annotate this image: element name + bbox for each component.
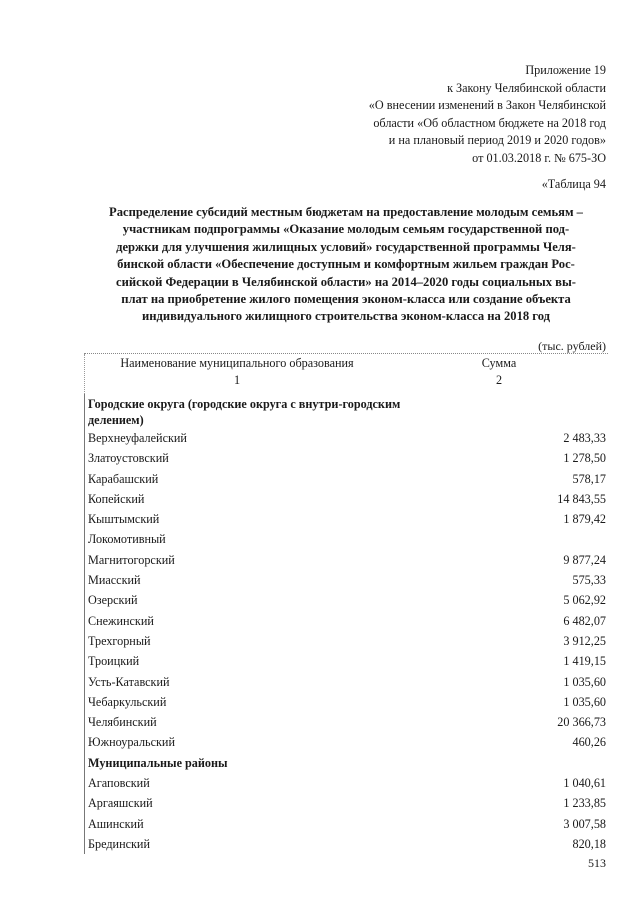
subsidy-amount: 2 483,33 bbox=[563, 431, 606, 445]
table-row bbox=[84, 631, 608, 651]
table-row bbox=[84, 732, 608, 752]
municipality-name: Южноуральский bbox=[88, 735, 175, 750]
table-row bbox=[84, 570, 608, 590]
title-line: бинской области «Обеспечение доступным и комфортным жильем граждан Рос- bbox=[117, 257, 575, 272]
appendix-line: к Закону Челябинской области bbox=[447, 80, 606, 95]
municipality-name: Златоустовский bbox=[88, 451, 169, 466]
subsidy-amount: 3 912,25 bbox=[563, 633, 606, 648]
table-row bbox=[84, 773, 608, 793]
municipality-name: Трехгорный bbox=[88, 633, 151, 648]
page-number: 513 bbox=[588, 856, 606, 870]
table-row bbox=[84, 651, 608, 671]
subsidy-amount: 1 419,15 bbox=[563, 654, 606, 669]
subsidy-amount: 1 879,42 bbox=[563, 512, 606, 527]
table-header bbox=[84, 353, 608, 394]
title-line: участникам подпрограммы «Оказание молодым семьям государственной под- bbox=[122, 222, 570, 237]
appendix-line: Приложение 19 bbox=[525, 63, 606, 77]
appendix-line: области «Об областном бюджете на 2018 год bbox=[373, 115, 606, 130]
appendix-line: от 01.03.2018 г. № 675-ЗО bbox=[472, 150, 606, 165]
table-row bbox=[84, 489, 608, 509]
table-row bbox=[84, 793, 608, 813]
title-line: плат на приобретение жилого помещения эконом-класса или создание объекта bbox=[121, 292, 571, 307]
subsidy-amount: 3 007,58 bbox=[563, 816, 606, 831]
header-col-number-2: 2 bbox=[495, 373, 503, 387]
section-title: Городские округа (городские округа с внутри-городским делением) bbox=[88, 397, 401, 427]
municipality-name: Снежинский bbox=[88, 613, 154, 628]
subsidy-amount: 1 233,85 bbox=[563, 796, 606, 811]
municipality-name: Ашинский bbox=[88, 816, 144, 831]
appendix-line: «О внесении изменений в Закон Челябинской bbox=[368, 98, 606, 113]
table-row bbox=[84, 529, 608, 549]
subsidy-amount: 9 877,24 bbox=[563, 552, 606, 567]
subsidy-amount: 1 035,60 bbox=[563, 694, 606, 709]
municipality-name: Агаповский bbox=[88, 776, 150, 791]
header-col-sum: Сумма bbox=[481, 356, 517, 370]
table-row bbox=[84, 509, 608, 529]
municipality-name: Чебаркульский bbox=[88, 694, 167, 709]
municipality-name: Челябинский bbox=[88, 715, 157, 730]
table-row bbox=[84, 428, 608, 448]
subsidy-table bbox=[84, 353, 608, 854]
municipality-name: Верхнеуфалейский bbox=[88, 431, 187, 445]
municipality-name: Аргаяшский bbox=[88, 796, 153, 811]
title-line: Распределение субсидий местным бюджетам на предоставление молодым семьям – bbox=[109, 205, 583, 219]
units-label: (тыс. рублей) bbox=[538, 339, 606, 353]
subsidy-amount: 14 843,55 bbox=[557, 491, 606, 506]
subsidy-amount: 1 035,60 bbox=[563, 674, 606, 689]
table-row bbox=[84, 550, 608, 570]
title-line: держки для улучшения жилищных условий» государственной программы Челя- bbox=[116, 239, 576, 254]
section-city-districts bbox=[84, 394, 608, 428]
section-title: Муниципальные районы bbox=[88, 755, 228, 770]
appendix-line: и на плановый период 2019 и 2020 годов» bbox=[388, 133, 606, 148]
document-title bbox=[86, 204, 606, 326]
municipality-name: Усть-Катавский bbox=[88, 674, 170, 689]
section-municipal-districts bbox=[84, 753, 608, 773]
subsidy-amount: 6 482,07 bbox=[563, 613, 606, 628]
title-line: индивидуального жилищного строительства эконом-класса на 2018 год bbox=[141, 309, 551, 324]
table-row bbox=[84, 590, 608, 610]
header-col-name: Наименование муниципального образования bbox=[120, 356, 354, 370]
municipality-name: Локомотивный bbox=[88, 532, 166, 547]
municipality-name: Миасский bbox=[88, 573, 141, 588]
municipality-name: Копейский bbox=[88, 491, 145, 506]
municipality-name: Магнитогорский bbox=[88, 552, 175, 567]
municipality-name: Троицкий bbox=[88, 654, 140, 669]
table-row bbox=[84, 469, 608, 489]
municipality-name: Карабашский bbox=[88, 471, 159, 486]
header-col-number-1: 1 bbox=[233, 373, 241, 387]
table-row bbox=[84, 712, 608, 732]
table-row bbox=[84, 611, 608, 631]
table-row bbox=[84, 834, 608, 854]
subsidy-amount: 5 062,92 bbox=[563, 593, 606, 608]
table-row bbox=[84, 814, 608, 834]
municipality-name: Озерский bbox=[88, 593, 138, 608]
table-row bbox=[84, 692, 608, 712]
subsidy-amount: 575,33 bbox=[572, 573, 606, 588]
appendix-header bbox=[266, 62, 606, 168]
subsidy-amount: 1 040,61 bbox=[563, 776, 606, 791]
subsidy-amount: 578,17 bbox=[572, 471, 606, 486]
title-line: сийской Федерации в Челябинской области» на 2014–2020 годы социальных вы- bbox=[116, 274, 576, 289]
municipality-name: Брединский bbox=[88, 836, 150, 851]
subsidy-amount: 1 278,50 bbox=[563, 451, 606, 466]
table-row bbox=[84, 672, 608, 692]
subsidy-amount: 460,26 bbox=[572, 735, 606, 750]
municipal-district-rows bbox=[84, 773, 608, 854]
city-district-rows bbox=[84, 428, 608, 753]
subsidy-amount: 20 366,73 bbox=[557, 715, 606, 730]
subsidy-amount: 820,18 bbox=[572, 836, 606, 851]
table-row bbox=[84, 448, 608, 468]
municipality-name: Кыштымский bbox=[88, 512, 160, 527]
table-label: «Таблица 94 bbox=[541, 177, 606, 191]
